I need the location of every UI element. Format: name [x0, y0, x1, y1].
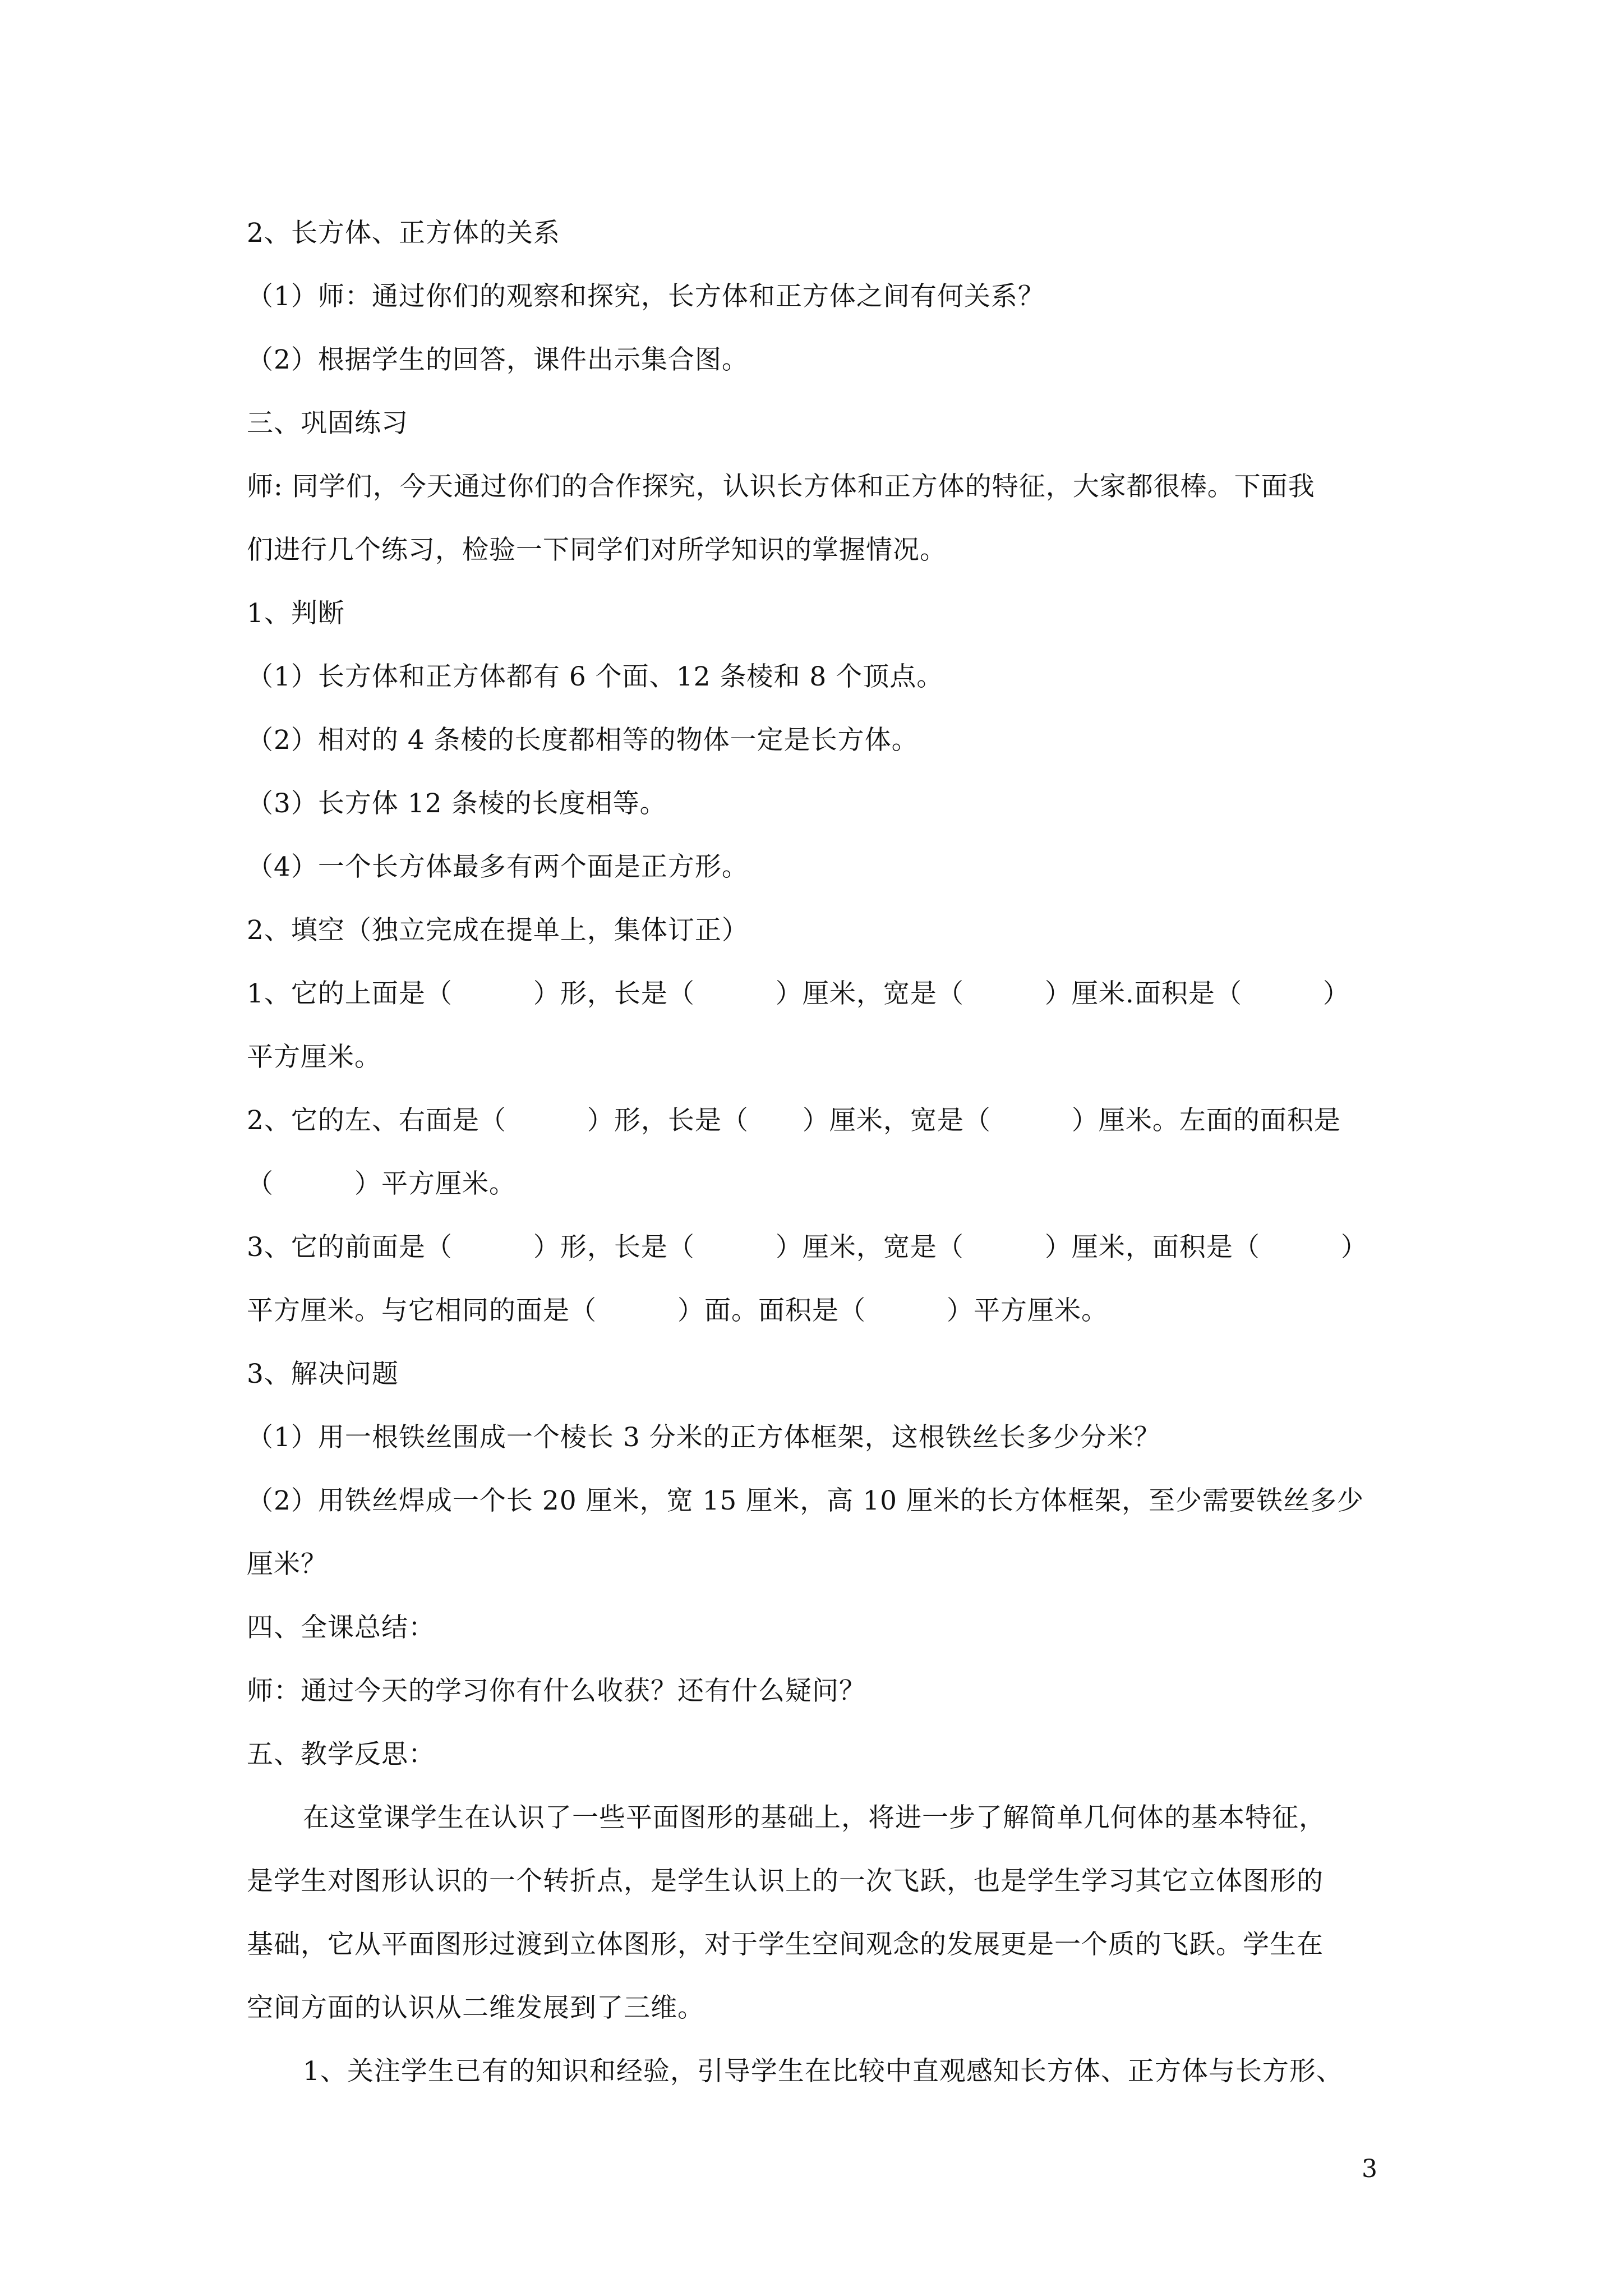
paragraph-line: 基础，它从平面图形过渡到立体图形，对于学生空间观念的发展更是一个质的飞跃。学生在 — [247, 1929, 1324, 1960]
text-line: 平方厘米。 — [247, 1042, 381, 1073]
paragraph-line: 是学生对图形认识的一个转折点，是学生认识上的一次飞跃，也是学生学习其它立体图形的 — [247, 1866, 1324, 1897]
paragraph-line: 在这堂课学生在认识了一些平面图形的基础上，将进一步了解简单几何体的基本特征， — [303, 1802, 1326, 1833]
text-line: 2、它的左、右面是（ ）形，长是（ ）厘米，宽是（ ）厘米。左面的面积是 — [247, 1105, 1341, 1136]
text-line: 3、它的前面是（ ）形，长是（ ）厘米，宽是（ ）厘米，面积是（ ） — [247, 1232, 1368, 1263]
subsection-heading: 3、解决问题 — [247, 1359, 399, 1389]
text-line: （3）长方体 12 条棱的长度相等。 — [247, 788, 667, 819]
subsection-heading: 2、填空（独立完成在提单上，集体订正） — [247, 915, 749, 946]
text-line: （2）相对的 4 条棱的长度都相等的物体一定是长方体。 — [247, 725, 919, 756]
text-line: （2）根据学生的回答，课件出示集合图。 — [247, 344, 749, 375]
text-line: （4）一个长方体最多有两个面是正方形。 — [247, 852, 749, 882]
section-heading: 五、教学反思： — [247, 1739, 435, 1770]
text-line: 们进行几个练习，检验一下同学们对所学知识的掌握情况。 — [247, 535, 947, 565]
text-line: （1）长方体和正方体都有 6 个面、12 条棱和 8 个顶点。 — [247, 661, 944, 692]
subsection-heading: 1、判断 — [247, 598, 345, 629]
text-line: 1、它的上面是（ ）形，长是（ ）厘米，宽是（ ）厘米.面积是（ ） — [247, 978, 1350, 1009]
text-line: （1）用一根铁丝围成一个棱长 3 分米的正方体框架，这根铁丝长多少分米？ — [247, 1422, 1161, 1453]
text-line: 师：通过今天的学习你有什么收获？还有什么疑问？ — [247, 1676, 866, 1706]
text-line: 平方厘米。与它相同的面是（ ）面。面积是（ ）平方厘米。 — [247, 1295, 1108, 1326]
text-line: 2、长方体、正方体的关系 — [247, 218, 560, 249]
paragraph-line: 1、关注学生已有的知识和经验，引导学生在比较中直观感知长方体、正方体与长方形、 — [303, 2056, 1343, 2087]
text-line: （ ）平方厘米。 — [247, 1168, 516, 1199]
text-line: （1）师：通过你们的观察和探究，长方体和正方体之间有何关系？ — [247, 281, 1045, 312]
section-heading: 三、巩固练习 — [247, 408, 408, 439]
paragraph-line: 空间方面的认识从二维发展到了三维。 — [247, 1993, 704, 2023]
page-number: 3 — [1362, 2155, 1377, 2183]
text-line: （2）用铁丝焊成一个长 20 厘米，宽 15 厘米，高 10 厘米的长方体框架，至少需要铁丝多少 — [247, 1485, 1364, 1516]
text-line: 师: 同学们，今天通过你们的合作探究，认识长方体和正方体的特征，大家都很棒。下面我 — [247, 471, 1315, 502]
text-line: 厘米？ — [247, 1549, 328, 1580]
section-heading: 四、全课总结： — [247, 1612, 435, 1643]
